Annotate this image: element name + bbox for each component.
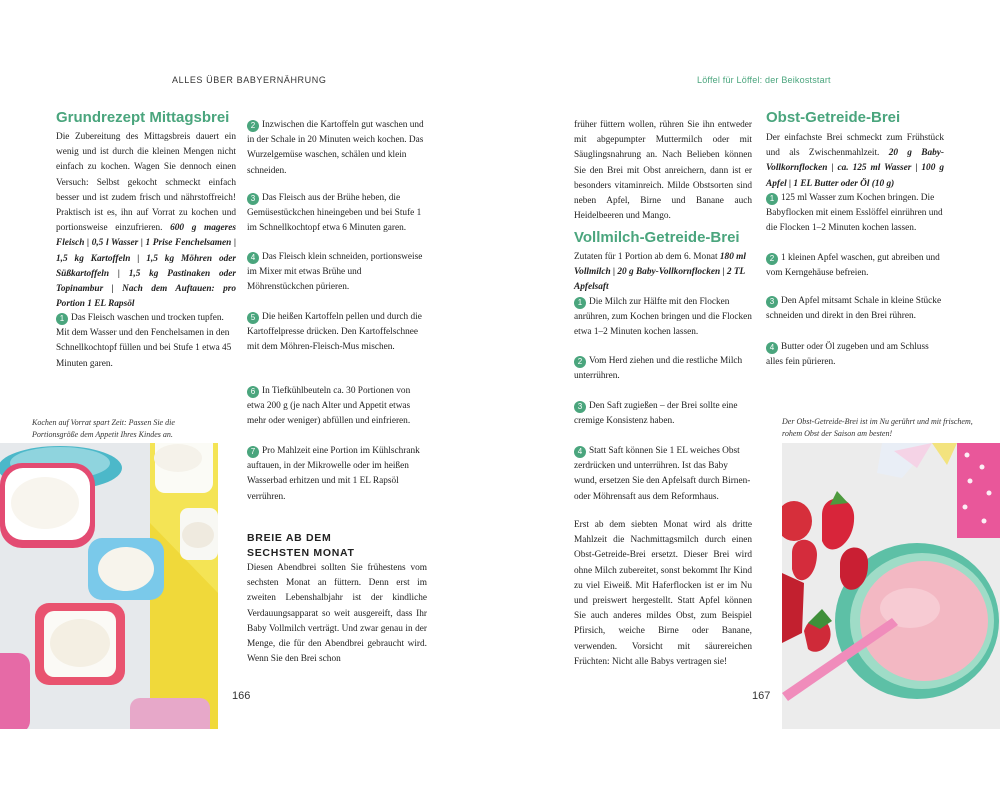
step-text: Den Saft zugießen – der Brei sollte eine cremige Konsistenz haben.: [574, 401, 738, 427]
step-text: Vom Herd ziehen und die restliche Milch unterrühren.: [574, 356, 743, 382]
recipe-title-mittagsbrei: Grundrezept Mittagsbrei: [56, 109, 230, 126]
step-number-badge: 5: [247, 312, 259, 324]
step-number-badge: 4: [766, 342, 778, 354]
recipe-title-vollmilch-getreide-brei: Vollmilch-Getreide-Brei: [574, 229, 740, 246]
step-number-badge: 6: [247, 386, 259, 398]
step-1-left: [56, 311, 236, 372]
subheading-breie-ab-sechsten-monat: BREIE AB DEM SECHSTEN MONAT: [247, 532, 355, 559]
step-text: In Tiefkühlbeuteln ca. 30 Portionen von etwa 200 g (je nach Alter und Appetit etwas mehr oder weniger) abfüllen und einfrieren.: [247, 386, 411, 427]
step-number-badge: 3: [766, 296, 778, 308]
closing-text: Erst ab dem siebten Monat wird als dritte Mahlzeit die Nachmittagsmilch durch einen Obst-Getreide-Brei ersetzt. Dieser Brei wird ohne Milch zubereitet, sonst bekommt Ihr Kind zu viel Eiweiß. Mit Haferflocken ist er im Nu und preiswert hergestellt. Statt Apfel können Sie auch anderes mildes Obst, zum Beispiel Pfirsich, weiche Birne oder Banane, verwenden. Vorsicht mit säurereichen Früchten: Nicht alle Babys vertragen sie!: [574, 520, 752, 667]
step-3-vollmilch: [574, 399, 752, 429]
recipe-title-obst-getreide-brei: Obst-Getreide-Brei: [766, 109, 901, 126]
step-number-badge: 7: [247, 446, 259, 458]
step-text: Den Apfel mitsamt Schale in kleine Stücke schneiden und direkt in den Brei rühren.: [766, 296, 942, 322]
page-number-right: 167: [752, 690, 771, 702]
running-head-right: Löffel für Löffel: der Beikoststart: [697, 75, 831, 85]
step-number-badge: 2: [766, 253, 778, 265]
step-4-vollmilch: [574, 444, 752, 505]
step-text: Die Milch zur Hälfte mit den Flocken anrühren, zum Kochen bringen und die Flocken etwa 1–2 Minuten kochen lassen.: [574, 297, 752, 338]
subheading-body-text: Diesen Abendbrei sollten Sie frühestens vom sechsten Monat an füttern. Denn erst im zweiten Lebenshalbjahr ist der kindliche Verdauungsapparat so weit ausgereift, dass Ihr Baby Vollmilch verträgt. Und zwar genau in der Menge, die für den Abendbrei gebraucht wird. Wenn Sie den Brei schon: [247, 563, 427, 665]
containers-illustration: [0, 443, 218, 729]
ingredients-block-obst: [766, 131, 944, 192]
step-1-obst: [766, 191, 944, 237]
step-number-badge: 3: [574, 401, 586, 413]
step-3-left: [247, 191, 427, 237]
step-4-left: [247, 250, 427, 296]
step-text: Das Fleisch klein schneiden, portionsweise im Mixer mit etwas Brühe und Möhrenstückchen pürieren.: [247, 252, 423, 293]
intro-obst: Der einfachste Brei schmeckt zum Frühstück und als Zwischenmahlzeit.: [766, 133, 944, 159]
photo-food-containers: [0, 443, 218, 729]
step-4-obst: [766, 340, 944, 370]
ingredients-mittagsbrei: 600 g mageres Fleisch | 0,5 l Wasser | 1 Prise Fenchelsamen | 1,5 kg Kartoffeln | 1,5 kg Möhren oder Süßkartoffeln | 1,5 kg Pastinaken oder Topinambur | Nach dem Auftauen: pro Portion 1 EL Rapsöl: [56, 223, 236, 310]
ingredients-block-vollmilch: [574, 250, 752, 296]
step-number-badge: 1: [56, 313, 68, 325]
intro-text-mittagsbrei: [56, 130, 236, 312]
step-2-vollmilch: [574, 354, 752, 384]
step-text: Inzwischen die Kartoffeln gut waschen und in der Schale in 20 Minuten weich kochen. Das Wurzelgemüse waschen, schälen und klein schneiden.: [247, 120, 424, 176]
ingredients-vollmilch: 180 ml Vollmilch | 20 g Baby-Vollkornflocken | 2 TL Apfelsaft: [574, 252, 746, 293]
step-2-left: [247, 118, 427, 179]
continued-text: früher füttern wollen, rühren Sie ihn entweder mit abgepumpter Muttermilch oder mit Säuglingsnahrung an. Nach Belieben können Sie den Brei mit Obst anreichern, dann ist er besonders vitaminreich. Milde Obstsorten sind neben Apfel, Birne und Banane auch Heidelbeeren und Mango.: [574, 120, 752, 222]
step-text: Das Fleisch waschen und trocken tupfen. Mit dem Wasser und den Fenchelsamen in den Schnellkochtopf füllen und bei Stufe 1 etwa 45 Minuten garen.: [56, 313, 232, 369]
photo-fruit-porridge: [782, 443, 1000, 729]
step-text: Das Fleisch aus der Brühe heben, die Gemüsestückchen hineingeben und bei Stufe 1 im Schnellkochtopf etwa 6 Minuten garen.: [247, 193, 422, 234]
intro-body: Die Zubereitung des Mittagsbreis dauert ein wenig und ist durch die kleinen Mengen nicht einfach zu kochen. Wagen Sie dennoch einen Versuch: Selbst gekocht schmeckt einfach besser und ist zudem frisch und nährstoffreich! Praktisch ist es, ihn auf Vorrat zu kochen und portionsweise einzufrieren.: [56, 132, 236, 234]
step-text: Die heißen Kartoffeln pellen und durch die Kartoffelpresse drücken. Den Kartoffelschnee mit dem Möhren-Fleisch-Mus mischen.: [247, 312, 422, 353]
step-number-badge: 2: [247, 120, 259, 132]
step-text: 1 kleinen Apfel waschen, gut abreiben und vom Kerngehäuse befreien.: [766, 253, 940, 279]
step-number-badge: 1: [574, 297, 586, 309]
ingredients-obst: 20 g Baby-Vollkornflocken | ca. 125 ml Wasser | 100 g Apfel | 1 EL Butter oder Öl (10 g): [766, 148, 944, 189]
photo-caption-left: Kochen auf Vorrat spart Zeit: Passen Sie die Portionsgröße dem Appetit Ihres Kindes an.: [32, 418, 175, 439]
step-text: Pro Mahlzeit eine Portion im Kühlschrank auftauen, in der Mikrowelle oder im heißen Wasserbad erhitzen und mit 1 EL Rapsöl verrühren.: [247, 446, 420, 502]
step-3-obst: [766, 294, 944, 324]
porridge-illustration: [782, 443, 1000, 729]
step-text: Butter oder Öl zugeben und am Schluss alles fein pürieren.: [766, 342, 929, 368]
step-7-left: [247, 444, 427, 505]
step-1-vollmilch: [574, 295, 752, 341]
step-2-obst: [766, 251, 944, 281]
running-head-left: ALLES ÜBER BABYERNÄHRUNG: [172, 75, 327, 85]
step-number-badge: 2: [574, 356, 586, 368]
step-number-badge: 4: [574, 446, 586, 458]
step-number-badge: 4: [247, 252, 259, 264]
page-number-left: 166: [232, 690, 251, 702]
step-text: 125 ml Wasser zum Kochen bringen. Die Babyflocken mit einem Esslöffel einrühren und die Flocken 1–2 Minuten kochen lassen.: [766, 193, 943, 234]
step-5-left: [247, 310, 427, 356]
step-text: Statt Saft können Sie 1 EL weiches Obst zerdrücken und unterrühren. Ist das Baby wund, ersetzen Sie den Apfelsaft durch Birnen- oder Möhrensaft aus dem Reformhaus.: [574, 446, 751, 502]
photo-caption-right: Der Obst-Getreide-Brei ist im Nu gerührt und mit frischem, rohem Obst der Saison am besten!: [782, 417, 973, 438]
portion-line: Zutaten für 1 Portion ab dem 6. Monat: [574, 252, 718, 262]
step-number-badge: 1: [766, 193, 778, 205]
step-6-left: [247, 384, 427, 430]
step-number-badge: 3: [247, 193, 259, 205]
